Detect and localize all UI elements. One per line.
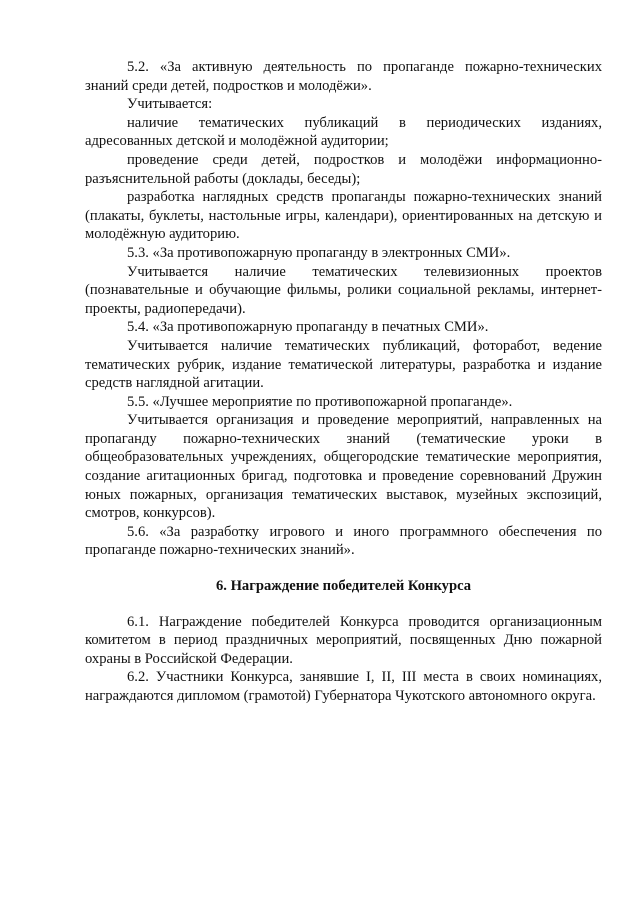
paragraph-5-6: 5.6. «За разработку игрового и иного программного обеспечения по пропаганде пожарно-технических знаний». [85, 523, 602, 559]
paragraph-5-3-text: Учитывается наличие тематических телевизионных проектов (познавательные и обучающие фильмы, ролики социальной рекламы, интернет-проекты, радиопередачи). [85, 263, 602, 317]
paragraph-5-5: 5.5. «Лучшее мероприятие по противопожарной пропаганде». [127, 393, 513, 410]
paragraph-considered: Учитывается: [127, 96, 213, 113]
section-6-heading: 6. Награждение победителей Конкурса [215, 578, 472, 595]
paragraph-5-4-text: Учитывается наличие тематических публикаций, фоторабот, ведение тематических рубрик, издание тематической литературы, разработка и издание средств наглядной агитации. [85, 337, 602, 392]
paragraph-5-3: 5.3. «За противопожарную пропаганду в электронных СМИ». [127, 244, 511, 261]
list-item: проведение среди детей, подростков и молодёжи информационно-разъяснительной работы (доклады, беседы); [85, 151, 602, 187]
list-item: наличие тематических публикаций в периодических изданиях, адресованных детской и молодёжной аудитории; [85, 114, 602, 150]
considered-list [85, 114, 602, 244]
paragraph-5-5-text: Учитывается организация и проведение мероприятий, направленных на пропаганду пожарно-технических знаний (тематические уроки в общеобразовательных учреждениях, общегородские тематические мероприятия, создание агитационных бригад, подготовка и проведение соревнований Дружин юных пожарных, организация тематических выставок, музейных экспозиций, смотров, конкурсов). [85, 412, 602, 522]
list-item: разработка наглядных средств пропаганды пожарно-технических знаний (плакаты, буклеты, настольные игры, календари), ориентированных на детскую и молодёжную аудиторию. [85, 189, 602, 243]
paragraph-5-2: 5.2. «За активную деятельность по пропаганде пожарно-технических знаний среди детей, подростков и молодёжи». [85, 59, 602, 94]
paragraph-6-1: 6.1. Награждение победителей Конкурса проводится организационным комитетом в период праздничных мероприятий, посвященных Дню пожарной охраны в Российской Федерации. [85, 613, 602, 667]
paragraph-5-4: 5.4. «За противопожарную пропаганду в печатных СМИ». [127, 319, 489, 336]
document-page [85, 58, 602, 706]
paragraph-6-2: 6.2. Участники Конкурса, занявшие I, II, III места в своих номинациях, награждаются дипломом (грамотой) Губернатора Чукотского автономного округа. [85, 669, 602, 704]
